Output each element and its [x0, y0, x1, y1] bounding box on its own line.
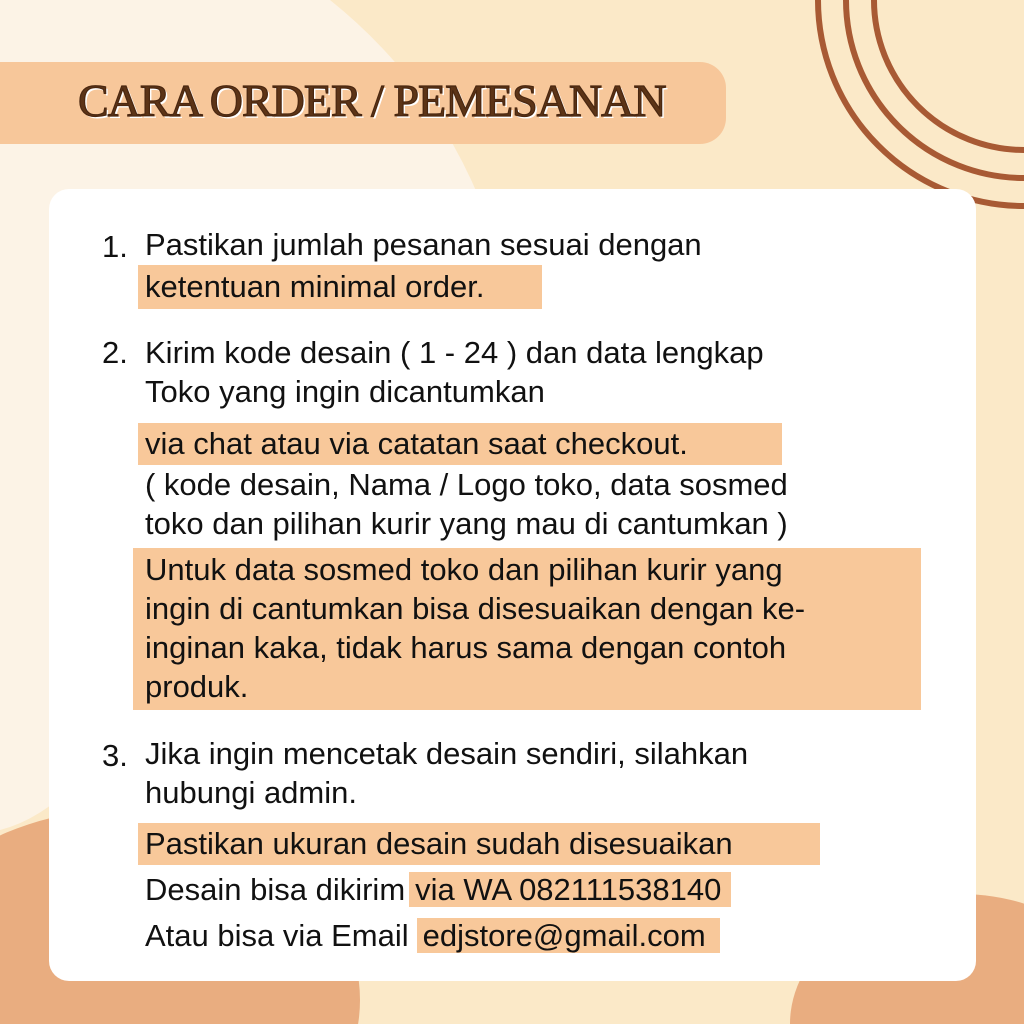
step-3-email-line: [145, 917, 720, 955]
step-1-number: 1.: [102, 229, 128, 264]
step-1-line-2: ketentuan minimal order.: [145, 269, 485, 304]
page-title: CARA ORDER / PEMESANAN: [78, 75, 666, 126]
step-2-line-3: via chat atau via catatan saat checkout.: [145, 426, 688, 461]
wa-contact: via WA 082111538140: [409, 872, 731, 907]
step-2-line-8: inginan kaka, tidak harus sama dengan contoh: [145, 630, 787, 665]
step-3-wa-line: [145, 871, 731, 909]
email-contact: edjstore@gmail.com: [417, 918, 720, 953]
step-3-line-1: Jika ingin mencetak desain sendiri, silahkan: [145, 736, 749, 771]
step-2-line-1: Kirim kode desain ( 1 - 24 ) dan data lengkap: [145, 335, 764, 370]
step-1-line-1: Pastikan jumlah pesanan sesuai dengan: [145, 227, 702, 262]
step-2-line-4: ( kode desain, Nama / Logo toko, data sosmed: [145, 467, 788, 502]
step-2-line-6: Untuk data sosmed toko dan pilihan kurir yang: [145, 552, 783, 587]
email-prefix: Atau bisa via Email: [145, 918, 409, 953]
step-2-line-9: produk.: [145, 669, 249, 704]
step-3-line-2: hubungi admin.: [145, 775, 357, 810]
step-2-line-2: Toko yang ingin dicantumkan: [145, 374, 545, 409]
step-3-line-3: Pastikan ukuran desain sudah disesuaikan: [145, 826, 733, 861]
step-2-number: 2.: [102, 335, 128, 370]
step-3-number: 3.: [102, 738, 128, 773]
wa-prefix: Desain bisa dikirim: [145, 872, 406, 907]
step-2-line-7: ingin di cantumkan bisa disesuaikan dengan ke-: [145, 591, 806, 626]
step-2-line-5: toko dan pilihan kurir yang mau di cantumkan ): [145, 506, 788, 541]
